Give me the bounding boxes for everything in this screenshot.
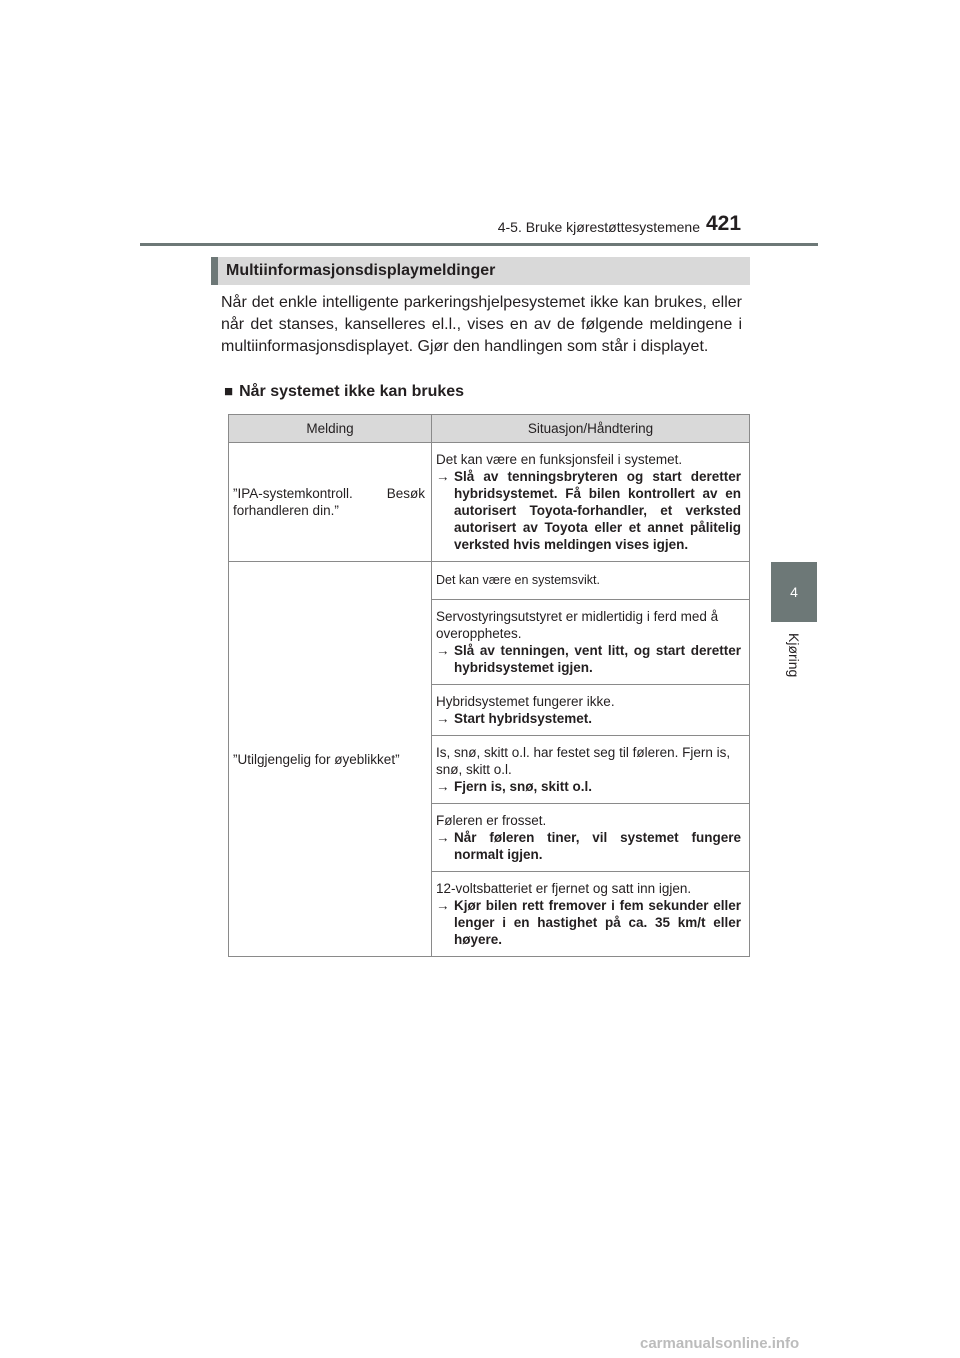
situation-text: Det kan være en funksjonsfeil i systemet. [436,452,683,467]
arrow-right-icon: → [436,898,450,913]
situation-text: Is, snø, skitt o.l. har festet seg til føleren. Fjern is, snø, skitt o.l. [436,745,731,777]
situation-cell [432,872,750,957]
situation-cell [432,736,750,804]
intro-paragraph: Når det enkle intelligente parkeringshjelpesystemet ikke kan brukes, eller når det stanses, kanselleres el.l., vises en av de følgende meldingene i multiinformasjonsdisplayet. Gjør den handlingen som står i displayet. [221,294,742,355]
messages-table [228,414,750,957]
message-cell: ”Utilgjengelig for øyeblikket” [229,562,432,957]
chapter-tab [771,562,817,622]
situation-cell [432,685,750,736]
arrow-right-icon: → [436,830,450,845]
chapter-title: Kjøring [786,633,802,678]
square-bullet-icon: ■ [224,383,234,400]
situation-cell [432,600,750,685]
situation-cell [432,443,750,562]
situation-text: Servostyringsutstyret er midlertidig i ferd med å overopphetes. [436,609,719,641]
action-item [436,710,741,727]
action-text: Start hybridsystemet. [454,711,593,726]
situation-text: Det kan være en systemsvikt. [436,573,600,587]
arrow-right-icon: → [436,711,450,726]
table-row [229,562,750,600]
action-item [436,642,741,676]
page-number: 421 [706,212,742,235]
action-text: Fjern is, snø, skitt o.l. [454,779,593,794]
action-text: Når føleren tiner, vil systemet fungere normalt igjen. [454,830,741,862]
action-item [436,778,741,795]
action-item [436,897,741,948]
column-header-situation: Situasjon/Håndtering [432,415,750,443]
table-row [229,443,750,562]
action-item [436,829,741,863]
watermark: carmanualsonline.info [640,1335,800,1352]
column-header-message: Melding [229,415,432,443]
situation-cell [432,804,750,872]
table-header-row [229,415,750,443]
situation-cell [432,562,750,600]
situation-text: 12-voltsbatteriet er fjernet og satt inn igjen. [436,881,692,896]
chapter-number: 4 [790,584,798,600]
section-heading: Multiinformasjonsdisplaymeldinger [211,257,750,285]
situation-text: Hybridsystemet fungerer ikke. [436,694,615,709]
subheading [224,383,464,401]
arrow-right-icon: → [436,779,450,794]
message-cell: ”IPA-systemkontroll. Besøk forhandleren din.” [229,443,432,562]
subheading-text: Når systemet ikke kan brukes [239,383,465,400]
situation-text: Føleren er frosset. [436,813,547,828]
action-text: Slå av tenningen, vent litt, og start deretter hybridsystemet igjen. [454,643,741,675]
arrow-right-icon: → [436,643,450,658]
header-section-title: 4-5. Bruke kjørestøttesystemene [497,219,700,235]
action-item [436,468,741,553]
arrow-right-icon: → [436,469,450,484]
action-text: Slå av tenningsbryteren og start deretter hybridsystemet. Få bilen kontrollert av en autorisert Toyota-forhandler, et verksted autorisert av Toyota eller et annet pålitelig verksted hvis meldingen vises igjen. [454,469,741,552]
action-text: Kjør bilen rett fremover i fem sekunder eller lenger i en hastighet på ca. 35 km/t eller høyere. [454,898,741,947]
header-divider [140,243,818,246]
